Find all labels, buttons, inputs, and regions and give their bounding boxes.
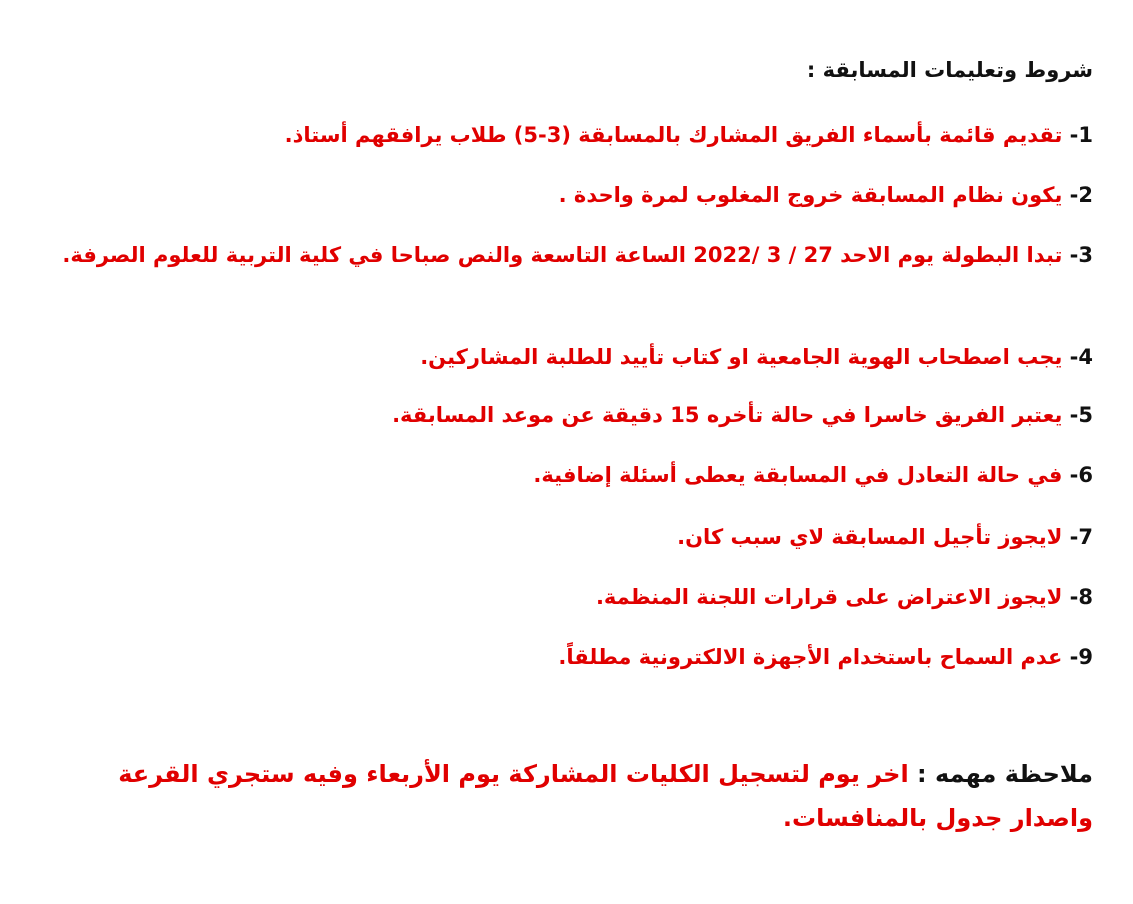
list-item: [60, 578, 1093, 616]
item-number: 5-: [1069, 403, 1093, 427]
note-text: اخر يوم لتسجيل الكليات المشاركة يوم الأربعاء وفيه ستجري القرعة واصدار جدول بالمنافسات.: [118, 760, 1093, 832]
important-note: [60, 752, 1093, 840]
item-number: 8-: [1069, 585, 1093, 609]
list-item: [60, 396, 1093, 434]
list-item: [60, 638, 1093, 676]
item-text: لايجوز تأجيل المسابقة لاي سبب كان.: [677, 525, 1063, 549]
item-number: 6-: [1069, 463, 1093, 487]
item-text: عدم السماح باستخدام الأجهزة الالكترونية مطلقاً.: [558, 645, 1063, 669]
item-number: 3-: [1069, 243, 1093, 267]
item-text: يجب اصطحاب الهوية الجامعية او كتاب تأييد للطلبة المشاركين.: [420, 345, 1063, 369]
item-number: 1-: [1069, 123, 1093, 147]
item-number: 4-: [1069, 345, 1093, 369]
item-text: تبدا البطولة يوم الاحد 27 / 3 /2022 الساعة التاسعة والنص صباحا في كلية التربية للعلوم الصرفة.: [62, 243, 1063, 267]
item-number: 7-: [1069, 525, 1093, 549]
list-item: [60, 176, 1093, 214]
item-number: 2-: [1069, 183, 1093, 207]
list-item: [60, 518, 1093, 556]
item-text: تقديم قائمة بأسماء الفريق المشارك بالمسابقة (3-5) طلاب يرافقهم أستاذ.: [284, 123, 1063, 147]
list-item: [60, 456, 1093, 494]
item-text: في حالة التعادل في المسابقة يعطى أسئلة إضافية.: [533, 463, 1063, 487]
list-item: [60, 338, 1093, 376]
item-text: لايجوز الاعتراض على قرارات اللجنة المنظمة.: [595, 585, 1063, 609]
list-item: [60, 236, 1093, 274]
list-item: [60, 116, 1093, 154]
note-label: ملاحظة مهمه :: [917, 760, 1093, 788]
item-text: يعتبر الفريق خاسرا في حالة تأخره 15 دقيقة عن موعد المسابقة.: [392, 403, 1063, 427]
page-heading: شروط وتعليمات المسابقة :: [806, 58, 1093, 82]
item-text: يكون نظام المسابقة خروج المغلوب لمرة واحدة .: [558, 183, 1063, 207]
item-number: 9-: [1069, 645, 1093, 669]
